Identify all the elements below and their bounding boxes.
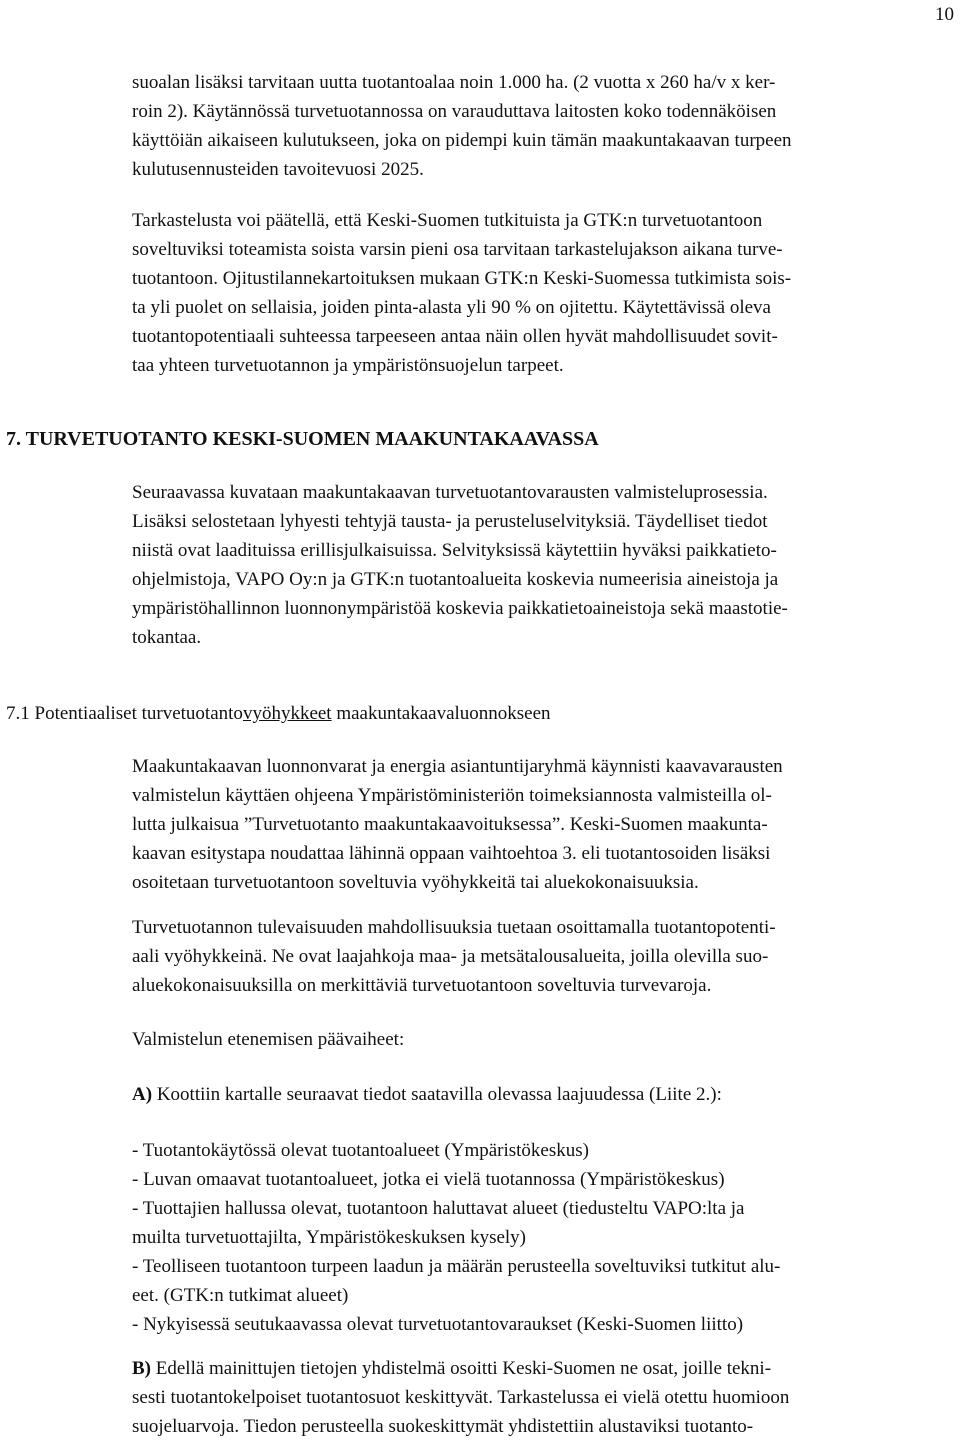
- phase-a: [132, 1080, 952, 1109]
- paragraph-line: tokantaa.: [132, 627, 202, 648]
- page-number: 10: [935, 4, 954, 25]
- list-item: - Nykyisessä seutukaavassa olevat turvetuotantovaraukset (Keski-Suomen liitto): [132, 1314, 744, 1335]
- paragraph-line: tuotantopotentiaali suhteessa tarpeeseen antaa näin ollen hyvät mahdollisuudet sovit-: [132, 326, 778, 347]
- paragraph-3: [132, 478, 952, 652]
- paragraph-line: ta yli puolet on sellaisia, joiden pinta-alasta yli 90 % on ojitettu. Käytettävissä oleva: [132, 297, 771, 318]
- paragraph-line: Tarkastelusta voi päätellä, että Keski-Suomen tutkituista ja GTK:n turvetuotantoon: [132, 210, 763, 231]
- paragraph-1: [132, 68, 952, 184]
- subheading-underlined-text: vyöhykkeet: [242, 703, 332, 724]
- paragraph-line: aluekokonaisuuksilla on merkittäviä turvetuotantoon soveltuvia turvevaroja.: [132, 975, 712, 996]
- phase-a-line: [132, 1080, 952, 1109]
- paragraph-line: tuotantoon. Ojitustilannekartoituksen mukaan GTK:n Keski-Suomessa tutkimista sois-: [132, 268, 792, 289]
- paragraph-line: Maakuntakaavan luonnonvarat ja energia asiantuntijaryhmä käynnisti kaavavarausten: [132, 756, 783, 777]
- list-item: - Tuotantokäytössä olevat tuotantoalueet (Ympäristökeskus): [132, 1140, 589, 1161]
- phases-title: [132, 1025, 952, 1054]
- phase-b-label: B): [132, 1358, 151, 1379]
- phase-a-label: A): [132, 1084, 153, 1105]
- phase-a-text: Koottiin kartalle seuraavat tiedot saatavilla olevassa laajuudessa (Liite 2.):: [152, 1084, 722, 1105]
- paragraph-line: käyttöiän aikaiseen kulutukseen, joka on pidempi kuin tämän maakuntakaavan turpeen: [132, 130, 792, 151]
- phase-b-line: suojeluarvoja. Tiedon perusteella suokeskittymät yhdistettiin alustaviksi tuotanto-: [132, 1416, 754, 1437]
- subheading-text-end: maakuntakaavaluonnokseen: [331, 703, 551, 724]
- paragraph-line: lutta julkaisua ”Turvetuotanto maakuntakaavoituksessa”. Keski-Suomen maakunta-: [132, 814, 768, 835]
- phase-b-line: sesti tuotantokelpoiset tuotantosuot keskittyvät. Tarkastelussa ei vielä otettu huomioon: [132, 1387, 790, 1408]
- phase-b-text: Edellä mainittujen tietojen yhdistelmä osoitti Keski-Suomen ne osat, joille tekni-: [151, 1358, 772, 1379]
- paragraph-line: Lisäksi selostetaan lyhyesti tehtyjä tausta- ja perusteluselvityksiä. Täydelliset tiedot: [132, 511, 768, 532]
- paragraph-line: ympäristöhallinnon luonnonympäristöä koskevia paikkatietoaineistoja sekä maastotie-: [132, 598, 788, 619]
- list-item: - Luvan omaavat tuotantoalueet, jotka ei vielä tuotannossa (Ympäristökeskus): [132, 1169, 725, 1190]
- section-7-1-heading: [6, 699, 551, 728]
- phase-b-line: [132, 1354, 952, 1383]
- paragraph-5: [132, 913, 952, 1000]
- source-list: [132, 1136, 952, 1339]
- phases-title-text: Valmistelun etenemisen päävaiheet:: [132, 1029, 405, 1050]
- paragraph-line: aali vyöhykkeinä. Ne ovat laajahkoja maa- ja metsätalousalueita, joilla olevilla suo-: [132, 946, 769, 967]
- paragraph-line: niistä ovat laadituissa erillisjulkaisuissa. Selvityksissä käytettiin hyväksi paikkatieto-: [132, 540, 777, 561]
- paragraph-line: ohjelmistoja, VAPO Oy:n ja GTK:n tuotantoalueita koskevia numeerisia aineistoja ja: [132, 569, 779, 590]
- paragraph-line: kulutusennusteiden tavoitevuosi 2025.: [132, 159, 424, 180]
- paragraph-line: Turvetuotannon tulevaisuuden mahdollisuuksia tuetaan osoittamalla tuotantopotenti-: [132, 917, 776, 938]
- paragraph-line: taa yhteen turvetuotannon ja ympäristönsuojelun tarpeet.: [132, 355, 564, 376]
- list-item: - Tuottajien hallussa olevat, tuotantoon haluttavat alueet (tiedusteltu VAPO:lta ja: [132, 1198, 745, 1219]
- paragraph-line: osoitetaan turvetuotantoon soveltuvia vyöhykkeitä tai aluekokonaisuuksia.: [132, 872, 699, 893]
- list-item: muilta turvetuottajilta, Ympäristökeskuksen kysely): [132, 1227, 526, 1248]
- paragraph-line: soveltuviksi toteamista soista varsin pieni osa tarvitaan tarkastelujakson aikana turve-: [132, 239, 783, 260]
- paragraph-4: [132, 752, 952, 897]
- paragraph-2: [132, 206, 952, 380]
- paragraph-line: Seuraavassa kuvataan maakuntakaavan turvetuotantovarausten valmisteluprosessia.: [132, 482, 768, 503]
- phase-b: [132, 1354, 952, 1441]
- paragraph-line: roin 2). Käytännössä turvetuotannossa on varauduttava laitosten koko todennäköisen: [132, 101, 777, 122]
- paragraph-line: kaavan esitystapa noudattaa lähinnä oppaan vaihtoehtoa 3. eli tuotantosoiden lisäksi: [132, 843, 771, 864]
- paragraph-line: suoalan lisäksi tarvitaan uutta tuotantoalaa noin 1.000 ha. (2 vuotta x 260 ha/v x ker-: [132, 72, 776, 93]
- subheading-text: 7.1 Potentiaaliset turvetuotanto: [6, 703, 243, 724]
- paragraph-line: valmistelun käyttäen ohjeena Ympäristöministeriön toimeksiannosta valmisteilla ol-: [132, 785, 772, 806]
- section-7-heading: 7. TURVETUOTANTO KESKI-SUOMEN MAAKUNTAKAAVASSA: [6, 428, 599, 450]
- list-item: eet. (GTK:n tutkimat alueet): [132, 1285, 349, 1306]
- list-item: - Teolliseen tuotantoon turpeen laadun ja määrän perusteella soveltuviksi tutkitut alu-: [132, 1256, 781, 1277]
